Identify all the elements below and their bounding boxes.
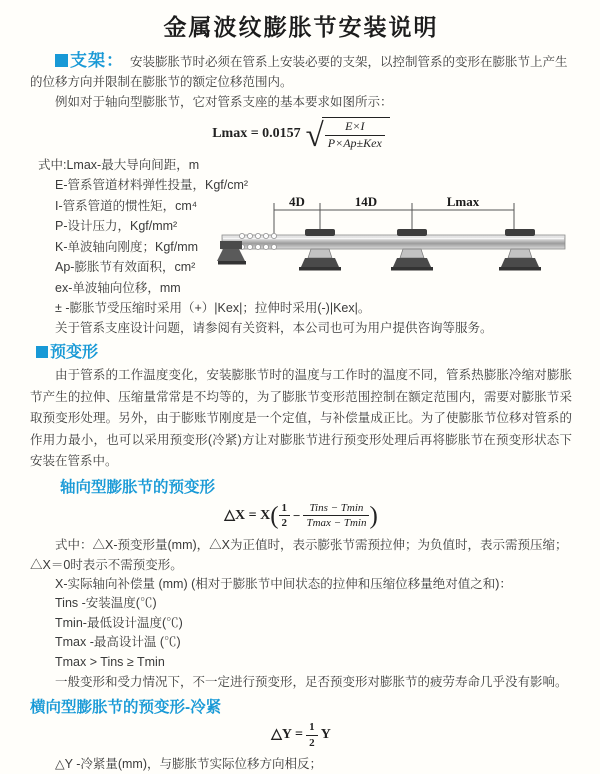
variable-definition: P-设计压力，Kgf/mm² xyxy=(55,219,178,234)
dimension-label-4d: 4D xyxy=(289,193,305,209)
close-paren: ) xyxy=(369,502,378,530)
variable-definition: Tmax > Tins ≥ Tmin xyxy=(55,654,165,669)
variable-definition: Ap-膨胀节有效面积，cm² xyxy=(55,260,196,275)
pipe-support-diagram xyxy=(220,195,572,283)
axial-formula-lhs: △X = X xyxy=(224,507,271,523)
variable-definition: E-管系管道材料弹性投量，Kgf/cm² xyxy=(55,178,249,193)
predeform-paragraph: 由于管系的工作温度变化，安装膨胀节时的温度与工作时的温度不同，管系热膨胀冷缩对膨胀节产生的拉伸、压缩量常常是不均等的，为了膨胀节变形范围控制在额定范围内，需要对膨胀节采取预变形处理。另外，由于膨账节刚度是一个定值，与补偿量成正比。为了使膨胀节位移对管系的作用力最小，也可以采用预变形(冷紧)方让对膨胀节进行预变形处理后再将膨胀节在预变形状态下安装在管系中。 xyxy=(30,368,572,469)
variable-definition: I-管系管道的惯性矩，cm⁴ xyxy=(55,198,198,213)
axial-predeform-formula xyxy=(30,502,572,530)
open-paren: ( xyxy=(270,502,279,530)
lmax-formula-lhs: Lmax = 0.0157 xyxy=(212,125,301,141)
variable-definition: K-单波轴向刚度；Kgf/mm xyxy=(55,239,199,254)
support-section-heading: 支架： xyxy=(70,51,124,70)
lmax-formula-fraction xyxy=(325,120,385,151)
section-marker-icon xyxy=(36,346,48,358)
minus-sign: − xyxy=(293,507,301,523)
variables-and-figure-band xyxy=(30,155,572,299)
anchor-support xyxy=(217,241,246,265)
support-intro-paragraph xyxy=(30,51,572,92)
predeform-heading-text: 预变形 xyxy=(50,344,99,362)
half-fraction: $\frac{1}{2}$ xyxy=(279,502,291,530)
dimension-label-14d: 14D xyxy=(354,193,378,209)
variable-definition: Tmax -最高设计温 (℃) xyxy=(55,635,181,650)
variable-definition: X-实际轴向补偿量 (mm) (相对于膨胀节中间状态的拉伸和压缩位移量绝对值之和)： xyxy=(55,576,512,591)
variable-definition: Tmin-最低设计温度(℃) xyxy=(55,615,183,630)
axial-general-note: 一般变形和受力情况下，不一定进行预变形，足否预变形对膨胀节的疲劳寿命几乎没有影响。 xyxy=(55,675,568,690)
lateral-formula-lhs: △Y = xyxy=(271,727,303,743)
axial-predeform-heading: 轴向型膨胀节的预变形 xyxy=(60,478,216,496)
sqrt-radical-icon: √ xyxy=(305,117,324,154)
lateral-formula-note: △Y -冷紧量(mm)，与膨胀节实际位移方向相反； xyxy=(55,756,323,771)
variable-definition: ex-单波轴向位移，mm xyxy=(55,280,181,295)
lateral-predeform-formula xyxy=(30,721,572,749)
lmax-formula xyxy=(30,117,572,154)
variable-definition: Tins -安装温度(℃) xyxy=(55,596,157,611)
lateral-predeform-heading: 横向型膨胀节的预变形-冷紧 xyxy=(30,699,222,717)
support-example-line: 例如对于轴向型膨胀节，它对管系支座的基本要求如图所示： xyxy=(55,95,393,109)
kex-sign-note: ± -膨胀节受压缩时采用（+）|Kex|；拉伸时采用(-)|Kex|。 xyxy=(55,301,371,316)
axial-variable-list xyxy=(30,575,572,673)
support-intro-text: 安装膨胀节时必须在管系上安装必要的支架，以控制管系的变形在膨胀节上产生的位移方向并限制在膨胀节的额定位移范围内。 xyxy=(30,55,568,89)
half-fraction: $\frac{1}{2}$ xyxy=(306,721,318,749)
lateral-formula-rhs: Y xyxy=(320,727,331,743)
predeform-section-heading xyxy=(36,343,572,363)
consulting-note: 关于管系支座设计问题，请参阅有关资料，本公司也可为用户提供咨询等服务。 xyxy=(55,321,493,336)
sqrt-expression xyxy=(305,117,390,154)
lmax-formula-numerator: E×I xyxy=(325,120,385,136)
page-title: 金属波纹膨胀节安装说明 xyxy=(163,14,439,40)
dimension-label-lmax: Lmax xyxy=(446,193,480,209)
section-marker-icon xyxy=(55,54,68,67)
lmax-formula-denominator: P×Ap±Kex xyxy=(327,135,382,150)
variable-definition: 式中:Lmax-最大导向间距，m xyxy=(38,157,200,172)
temperature-fraction: $\frac{\text{Tins − Tmin}}{Tmax - Tmin}$ xyxy=(303,502,369,530)
axial-formula-description: 式中：△X-预变形量(mm)，△X为正值时，表示膨张节需预拉伸；为负值时，表示需预压缩；△X＝0时表示不需预变形。 xyxy=(30,537,568,572)
